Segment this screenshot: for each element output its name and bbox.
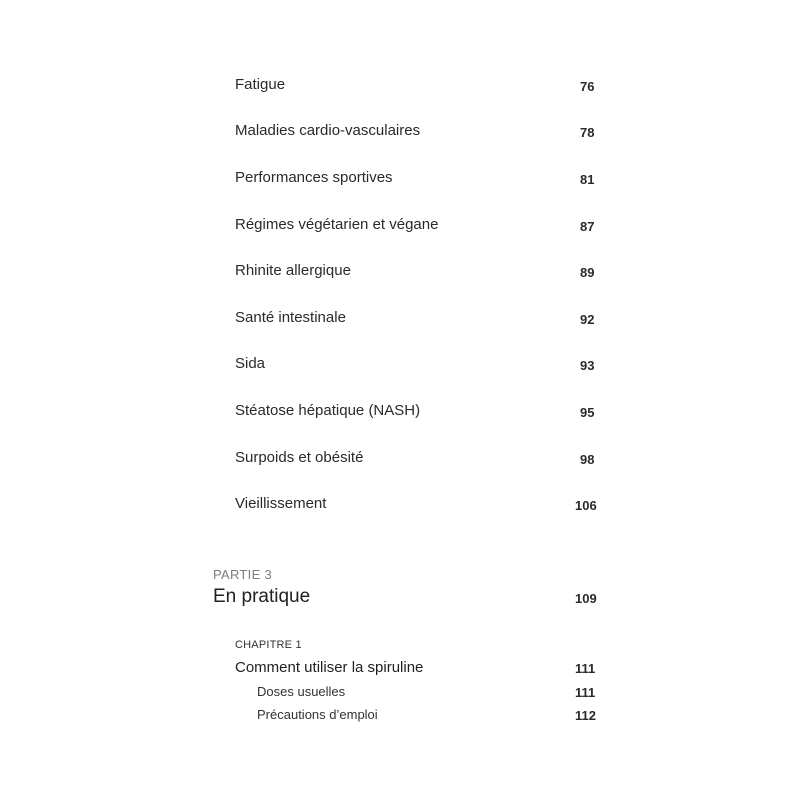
toc-entry-page: 78 bbox=[580, 125, 595, 140]
toc-entry-label: Stéatose hépatique (NASH) bbox=[235, 402, 421, 419]
toc-entry-page: 92 bbox=[580, 312, 595, 327]
part-kicker: PARTIE 3 bbox=[213, 567, 272, 582]
toc-subentry-page: 111 bbox=[575, 685, 596, 700]
toc-entry-page: 106 bbox=[575, 498, 597, 513]
toc-entry-page: 87 bbox=[580, 219, 595, 234]
toc-entry-label: Maladies cardio-vasculaires bbox=[235, 122, 421, 139]
toc-entry-label: Rhinite allergique bbox=[235, 262, 351, 279]
toc-entry-label: Vieillissement bbox=[235, 495, 327, 512]
toc-entry-label: Surpoids et obésité bbox=[235, 449, 364, 466]
part-title: En pratique bbox=[213, 586, 311, 607]
toc-entry-label: Fatigue bbox=[235, 76, 286, 93]
part-page: 109 bbox=[575, 591, 597, 606]
toc-subentry-label: Précautions d’emploi bbox=[257, 707, 378, 722]
toc-subentry-label: Doses usuelles bbox=[257, 684, 346, 699]
chapter-title: Comment utiliser la spiruline bbox=[235, 659, 424, 676]
toc-entry-label: Performances sportives bbox=[235, 169, 393, 186]
toc-entry-page: 93 bbox=[580, 358, 595, 373]
toc-entry-page: 98 bbox=[580, 452, 595, 467]
toc-subentry-page: 112 bbox=[575, 708, 596, 723]
toc-entry-page: 95 bbox=[580, 405, 595, 420]
toc-entry-page: 89 bbox=[580, 265, 595, 280]
toc-entry-page: 76 bbox=[580, 79, 595, 94]
toc-entry-label: Santé intestinale bbox=[235, 309, 346, 326]
chapter-page: 111 bbox=[575, 661, 596, 676]
toc-entry-page: 81 bbox=[580, 172, 595, 187]
toc-entry-label: Sida bbox=[235, 355, 266, 372]
toc-entry-label: Régimes végétarien et végane bbox=[235, 216, 439, 233]
chapter-kicker: CHAPITRE 1 bbox=[235, 639, 302, 651]
